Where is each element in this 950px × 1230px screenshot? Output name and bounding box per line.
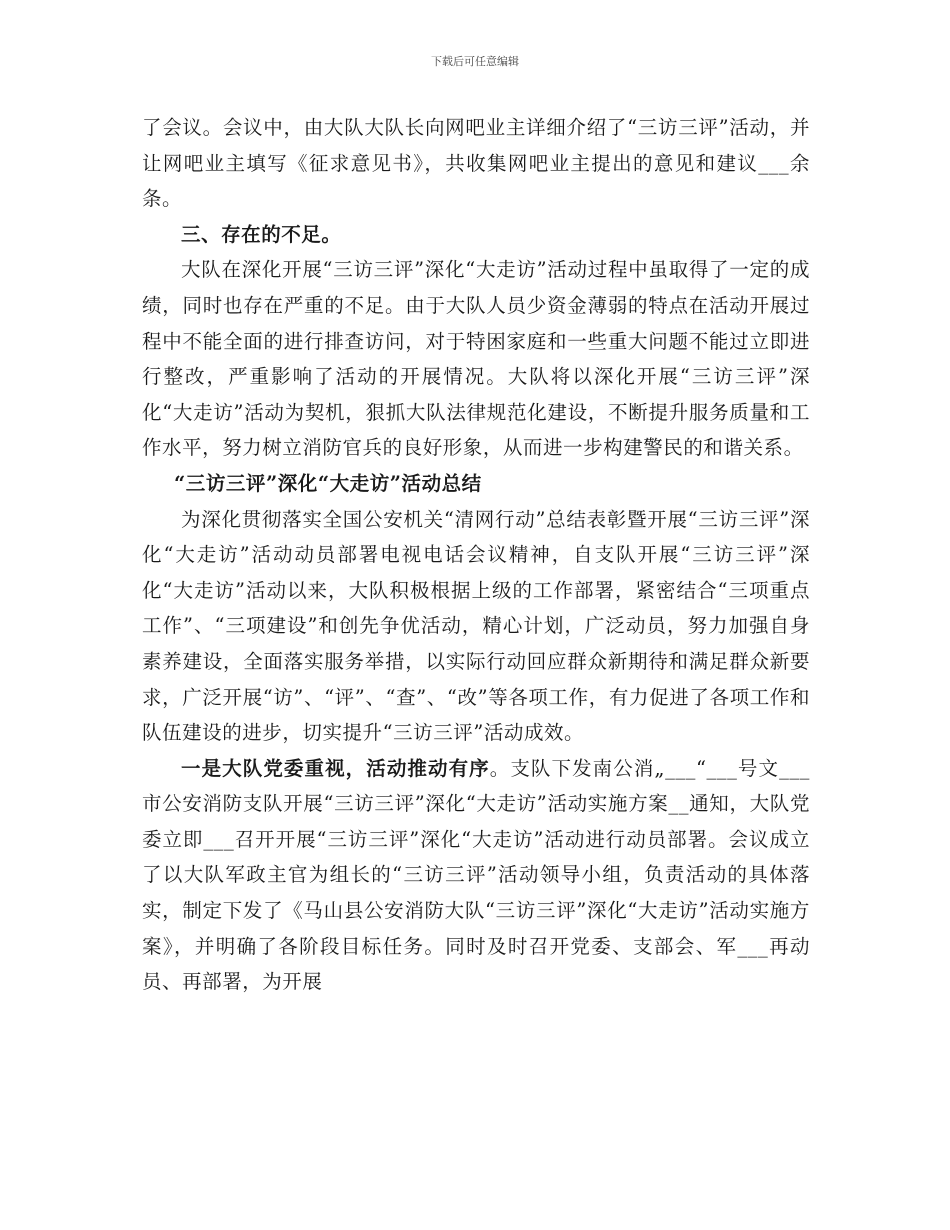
section-heading-shortcomings: 三、存在的不足。 xyxy=(181,222,342,246)
paragraph-shortcomings: 大队在深化开展“三访三评”深化“大走访”活动过程中虽取得了一定的成绩，同时也存在严重的不足。由于大队人员少资金薄弱的特点在活动开展过程中不能全面的进行排查访问，对于特困家庭和一些重大问题不能过立即进行整改，严重影响了活动的开展情况。大队将以深化开展“三访三评”深化“大走访”活动为契机，狠抓大队法律规范化建设，不断提升服务质量和工作水平，努力树立消防官兵的良好形象，从而进一步构建警民的和谐关系。 xyxy=(142,258,810,460)
paragraph-intro: 为深化贯彻落实全国公安机关“清网行动”总结表彰暨开展“三访三评”深化“大走访”活动动员部署电视电话会议精神，自支队开展“三访三评”深化“大走访”活动以来，大队积极根据上级的工作部署，紧密结合“三项重点工作”、“三项建设”和创先争优活动，精心计划，广泛动员，努力加强自身素养建设，全面落实服务举措，以实际行动回应群众新期待和满足群众新要求，广泛开展“访”、“评”、“查”、“改”等各项工作，有力促进了各项工作和队伍建设的进步，切实提升“三访三评”活动成效。 xyxy=(142,507,810,745)
point-one-heading: 一是大队党委重视，活动推动有序 xyxy=(181,756,490,780)
page-header: 下载后可任意编辑 xyxy=(431,55,519,68)
paragraph-point-one xyxy=(142,751,810,1000)
point-one-text: 。支队下发南公消„___“___号文___市公安消防支队开展“三访三评”深化“大走访”活动实施方案__通知，大队党委立即___召开开展“三访三评”深化“大走访”活动进行动员部署。会议成立了以大队军政主官为组长的“三访三评”活动领导小组，负责活动的具体落实，制定下发了《马山县公安消防大队“三访三评”深化“大走访”活动实施方案》，并明确了各阶段目标任务。同时及时召开党委、支部会、军___再动员、再部署，为开展 xyxy=(142,756,810,994)
paragraph-continuation: 了会议。会议中，由大队大队长向网吧业主详细介绍了“三访三评”活动，并让网吧业主填写《征求意见书》，共收集网吧业主提出的意见和建议___余条。 xyxy=(142,116,810,211)
document-title: “三访三评”深化“大走访”活动总结 xyxy=(174,471,482,495)
document-body xyxy=(142,110,810,1000)
